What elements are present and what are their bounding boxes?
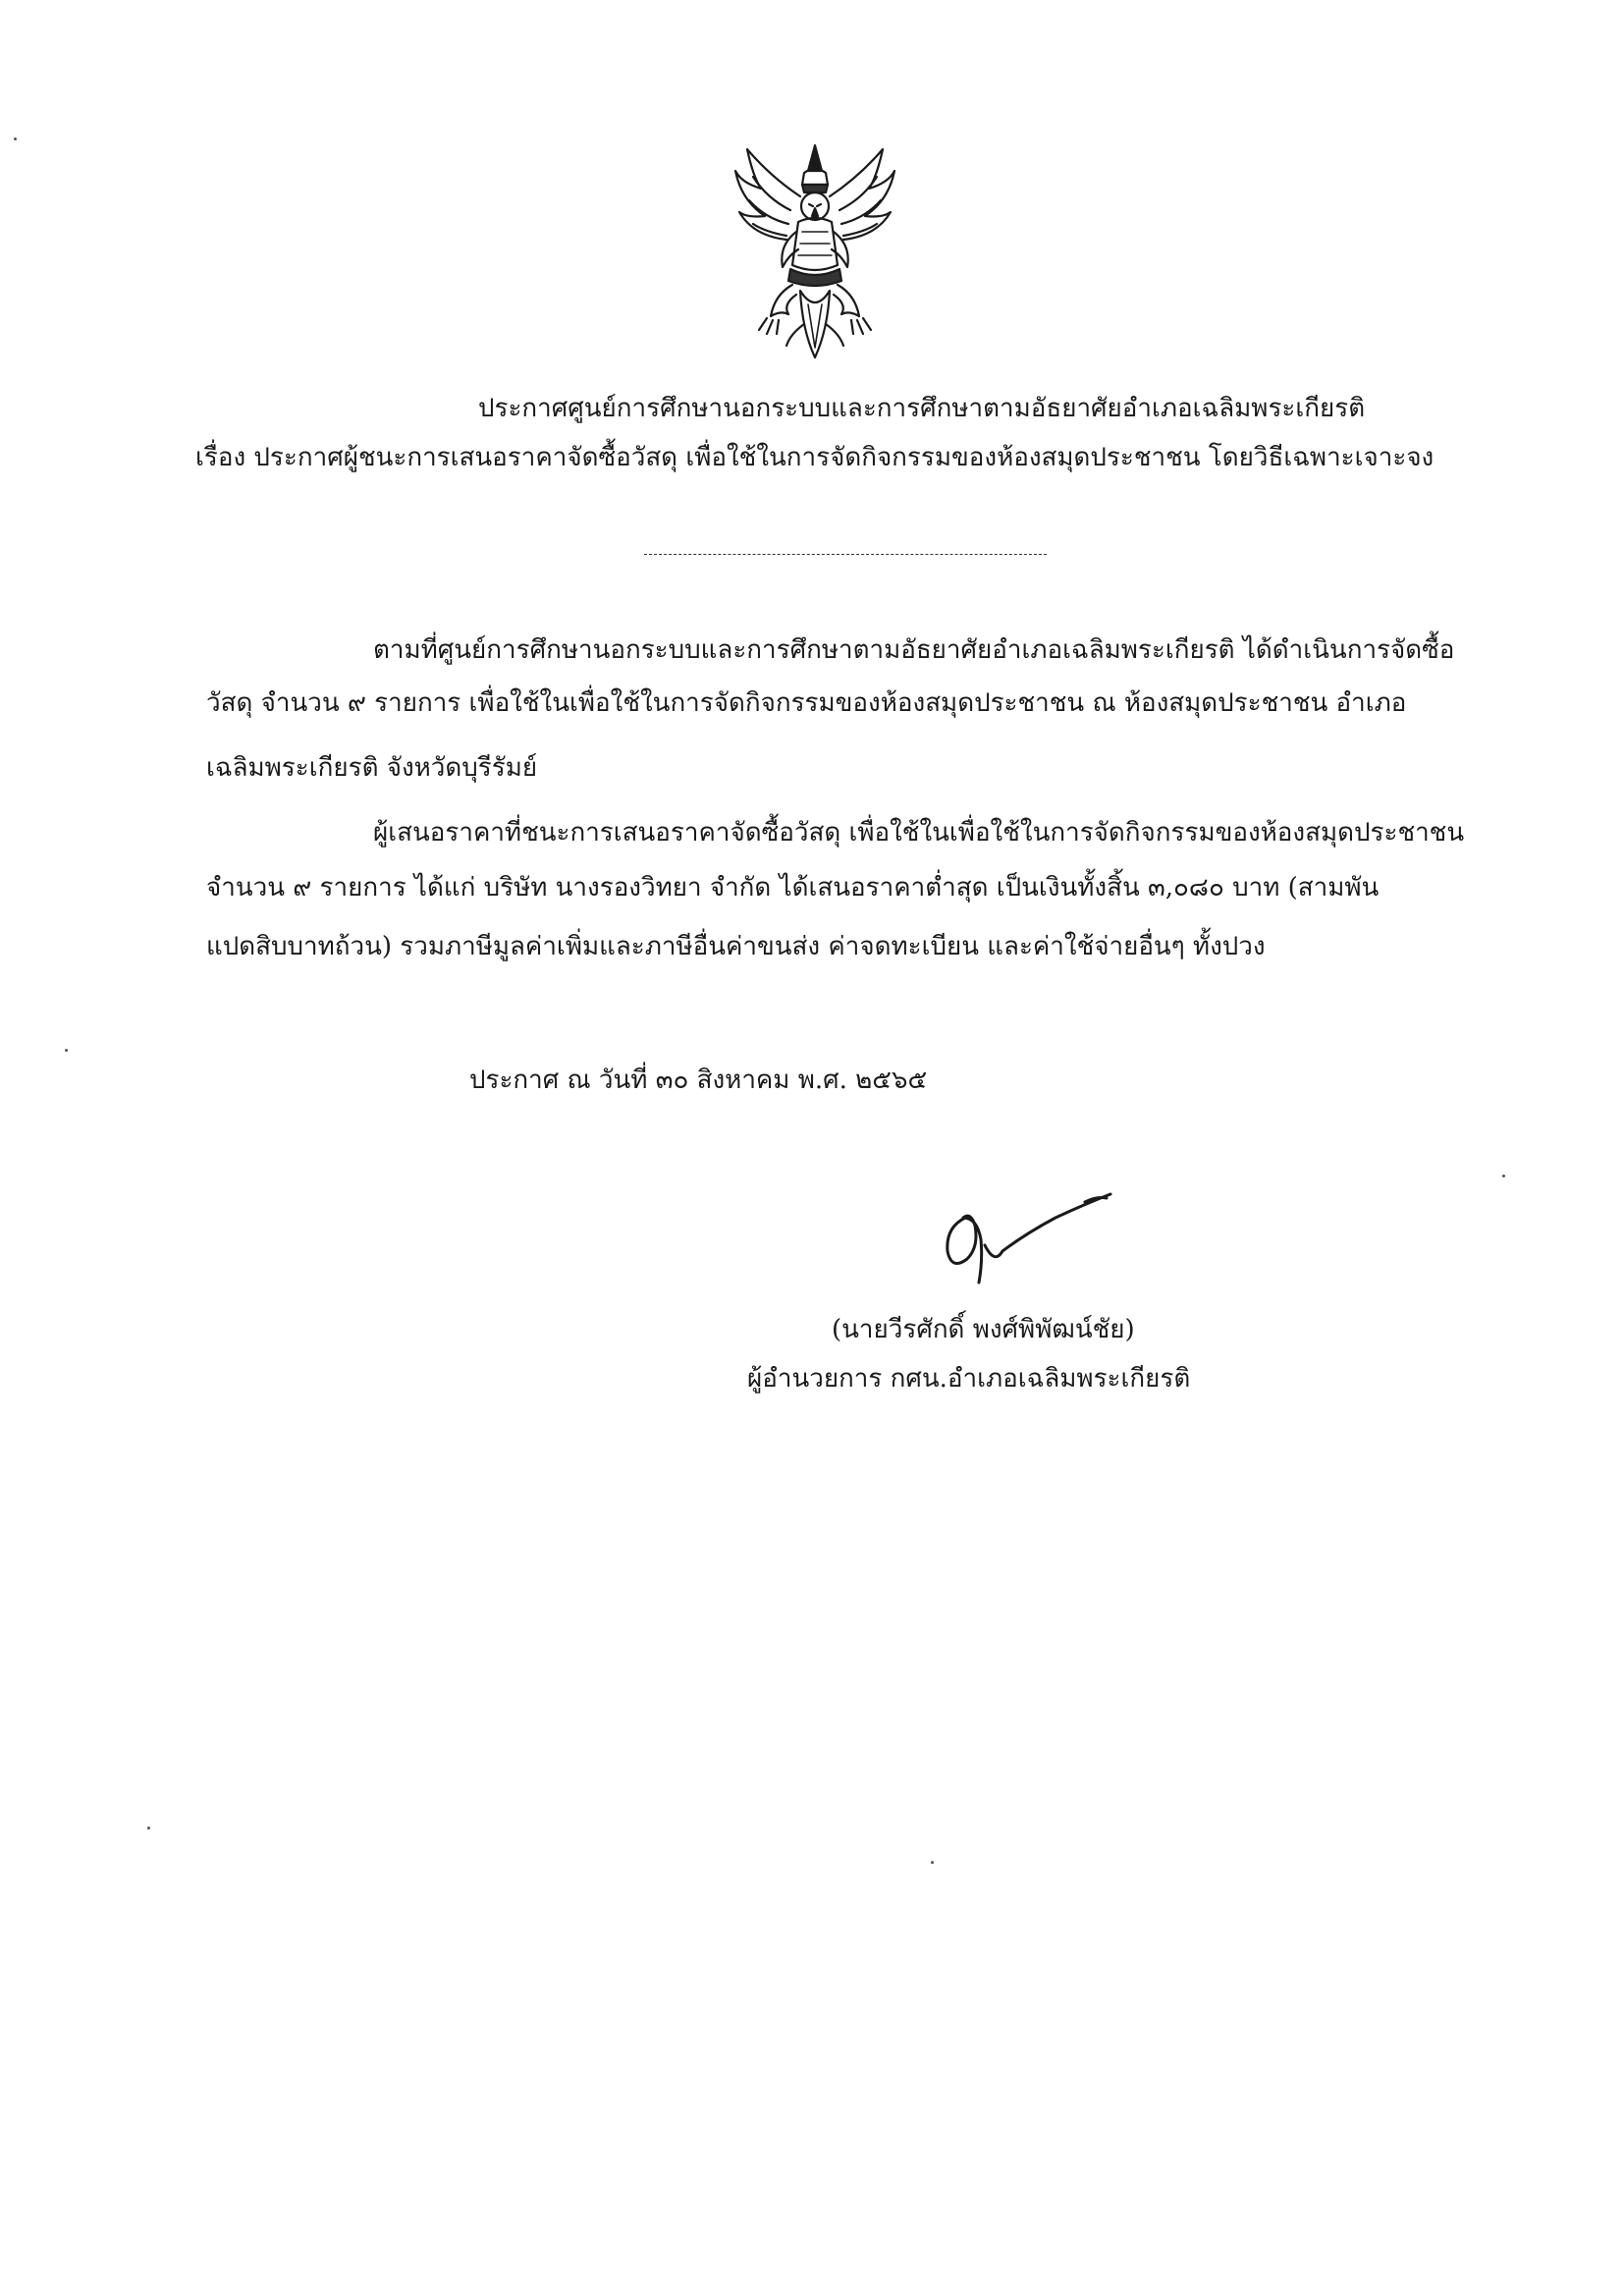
paragraph-1-line-3: เฉลิมพระเกียรติ จังหวัดบุรีรัมย์ xyxy=(206,753,538,783)
handwritten-signature-icon xyxy=(938,1188,1114,1296)
paragraph-2-line-1: ผู้เสนอราคาที่ชนะการเสนอราคาจัดซื้อวัสดุ เพื่อใช้ในเพื่อใช้ในการจัดกิจกรรมของห้องสมุดประชาชน xyxy=(373,818,1465,847)
scan-speck xyxy=(14,137,17,140)
announcement-subject: เรื่อง ประกาศผู้ชนะการเสนอราคาจัดซื้อวัสดุ เพื่อใช้ในการจัดกิจกรรมของห้องสมุดประชาชน โดยวิธีเฉพาะเจาะจง xyxy=(195,443,1435,472)
scan-speck xyxy=(1502,1175,1505,1177)
paragraph-2-line-3: แปดสิบบาทถ้วน) รวมภาษีมูลค่าเพิ่มและภาษีอื่นค่าขนส่ง ค่าจดทะเบียน และค่าใช้จ่ายอื่นๆ ทั้งปวง xyxy=(206,932,1266,961)
paragraph-1-line-2: วัสดุ จำนวน ๙ รายการ เพื่อใช้ในเพื่อใช้ในการจัดกิจกรรมของห้องสมุดประชาชน ณ ห้องสมุดประชาชน อำเภอ xyxy=(206,688,1407,718)
signer-position: ผู้อำนวยการ กศน.อำเภอเฉลิมพระเกียรติ xyxy=(747,1364,1191,1394)
signer-name: (นายวีรศักดิ์ พงศ์พิพัฒน์ชัย) xyxy=(832,1315,1135,1344)
announcement-title: ประกาศศูนย์การศึกษานอกระบบและการศึกษาตามอัธยาศัยอำเภอเฉลิมพระเกียรติ xyxy=(478,394,1366,423)
scan-speck xyxy=(147,1827,150,1830)
announcement-date: ประกาศ ณ วันที่ ๓๐ สิงหาคม พ.ศ. ๒๕๖๕ xyxy=(469,1066,928,1095)
paragraph-2-line-2: จำนวน ๙ รายการ ได้แก่ บริษัท นางรองวิทยา จำกัด ได้เสนอราคาต่ำสุด เป็นเงินทั้งสิ้น ๓,๐๘๐ บาท (สามพัน xyxy=(206,873,1380,902)
divider-line xyxy=(644,554,1047,555)
scan-speck xyxy=(931,1861,934,1864)
garuda-emblem-icon xyxy=(731,137,898,363)
paragraph-1-line-1: ตามที่ศูนย์การศึกษานอกระบบและการศึกษาตามอัธยาศัยอำเภอเฉลิมพระเกียรติ ได้ดำเนินการจัดซื้อ xyxy=(373,635,1455,665)
scan-speck xyxy=(65,1049,68,1052)
